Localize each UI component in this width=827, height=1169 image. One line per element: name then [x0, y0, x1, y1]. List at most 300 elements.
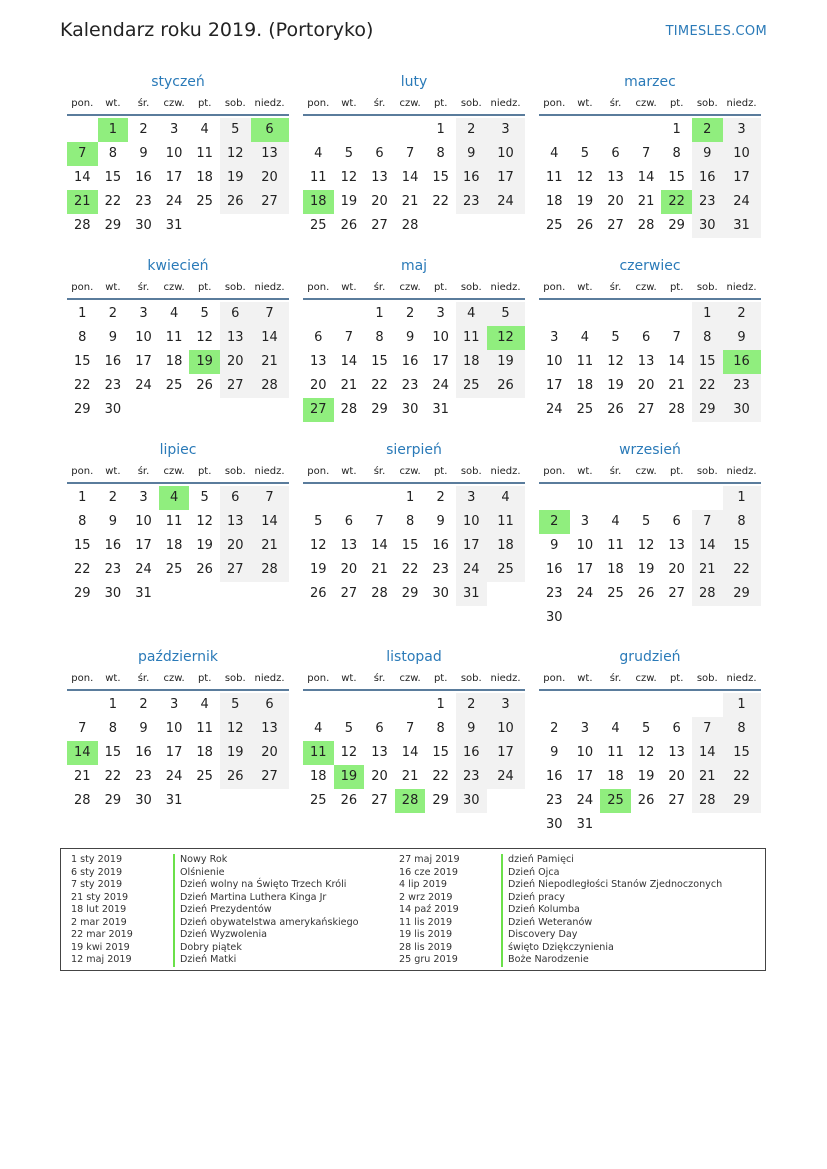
weekday-label: pt. — [669, 673, 684, 684]
day-cell: 19 — [487, 350, 525, 374]
day-cell: 3 — [487, 118, 525, 142]
empty-cell — [600, 813, 631, 837]
legend-holiday-name: Dzień Ojca — [501, 867, 722, 880]
weekday-label: niedz. — [490, 466, 521, 477]
day-cell: 7 — [692, 717, 723, 741]
day-cell: 25 — [196, 769, 213, 784]
day-cell: 11 — [576, 354, 594, 369]
day-cell: 27 — [220, 558, 251, 582]
empty-cell — [159, 582, 190, 606]
legend-dates-column — [71, 854, 133, 967]
day-cell: 2 — [550, 721, 559, 736]
day-cell: 30 — [135, 793, 152, 808]
weekday-label: sob. — [460, 466, 482, 477]
weekday-header — [539, 672, 761, 691]
day-cell: 24 — [135, 562, 152, 577]
weekday-label: wt. — [341, 98, 357, 109]
day-cell: 23 — [401, 378, 419, 393]
day-cell: 15 — [74, 354, 91, 369]
day-cell: 21 — [692, 765, 723, 789]
weekday-label: pt. — [197, 98, 212, 109]
day-cell: 13 — [251, 717, 289, 741]
day-cell: 22 — [692, 374, 723, 398]
day-cell: 4 — [611, 721, 620, 736]
legend-date: 22 mar 2019 — [71, 929, 133, 940]
day-cell: 24 — [135, 378, 152, 393]
day-cell: 30 — [456, 789, 487, 813]
day-cell: 26 — [310, 586, 327, 601]
day-cell: 20 — [251, 741, 289, 765]
day-cell: 29 — [74, 586, 91, 601]
day-cell: 14 — [401, 170, 419, 185]
day-cell: 3 — [436, 306, 445, 321]
day-cell: 15 — [74, 538, 91, 553]
day-cell: 28 — [637, 218, 655, 233]
empty-cell — [570, 302, 601, 326]
weekday-label: czw. — [399, 466, 421, 477]
empty-cell — [692, 813, 723, 837]
day-cell: 1 — [436, 697, 445, 712]
day-cell: 12 — [196, 330, 213, 345]
weekday-label: czw. — [399, 673, 421, 684]
day-cell: 29 — [723, 582, 761, 606]
empty-cell — [456, 214, 487, 238]
empty-cell — [692, 693, 723, 717]
day-cell: 26 — [576, 218, 594, 233]
day-cell: 4 — [314, 146, 323, 161]
legend-holiday-name: Dzień wolny na Święto Trzech Króli — [173, 879, 359, 892]
day-cell: 5 — [344, 146, 354, 161]
day-cell: 26 — [637, 586, 655, 601]
weekday-label: wt. — [341, 673, 357, 684]
day-cell: 29 — [104, 218, 122, 233]
day-cell: 17 — [723, 166, 761, 190]
day-cell: 30 — [432, 586, 449, 601]
weekday-label: sob. — [460, 282, 482, 293]
day-cell: 14 — [668, 354, 685, 369]
day-grid — [539, 118, 761, 238]
day-cell: 5 — [580, 146, 590, 161]
day-cell: 18 — [607, 769, 624, 784]
day-cell: 4 — [550, 146, 559, 161]
day-cell: 23 — [723, 374, 761, 398]
empty-cell — [128, 398, 159, 422]
day-cell: 10 — [723, 142, 761, 166]
day-cell: 28 — [371, 586, 388, 601]
day-cell: 22 — [401, 562, 419, 577]
day-cell: 15 — [432, 745, 449, 760]
empty-cell — [159, 398, 190, 422]
month-name: sierpień — [386, 442, 442, 458]
empty-cell — [661, 693, 692, 717]
day-cell: 24 — [546, 402, 563, 417]
weekday-label: sob. — [696, 466, 718, 477]
day-cell: 29 — [104, 793, 122, 808]
day-cell: 4 — [200, 697, 209, 712]
empty-cell — [456, 398, 487, 422]
day-grid — [303, 302, 525, 422]
day-cell: 13 — [310, 354, 327, 369]
weekday-label: śr. — [609, 466, 622, 477]
day-cell: 10 — [135, 514, 152, 529]
empty-cell — [600, 118, 631, 142]
weekday-label: pon. — [71, 98, 94, 109]
day-cell: 24 — [487, 190, 525, 214]
day-cell: 29 — [692, 398, 723, 422]
day-cell: 29 — [668, 218, 685, 233]
month-10 — [67, 648, 289, 813]
day-cell: 31 — [165, 793, 183, 808]
day-cell: 17 — [165, 170, 183, 185]
empty-cell — [67, 693, 98, 717]
legend-date: 2 mar 2019 — [71, 916, 127, 928]
weekday-label: niedz. — [254, 466, 285, 477]
weekday-label: sob. — [460, 673, 482, 684]
day-grid — [67, 302, 289, 422]
legend-holiday-name: Olśnienie — [173, 867, 359, 880]
day-cell: 6 — [220, 486, 251, 510]
day-cell: 26 — [340, 218, 358, 233]
weekday-label: pon. — [543, 98, 566, 109]
day-cell: 26 — [340, 793, 358, 808]
holiday-day-cell: 2 — [692, 118, 723, 142]
day-cell: 9 — [436, 514, 445, 529]
day-cell: 24 — [165, 194, 183, 209]
day-cell: 18 — [576, 378, 594, 393]
day-cell: 17 — [487, 166, 525, 190]
legend-date: 19 kwi 2019 — [71, 941, 130, 953]
day-cell: 3 — [580, 721, 590, 736]
weekday-label: wt. — [105, 466, 121, 477]
day-cell: 22 — [74, 562, 91, 577]
empty-cell — [220, 214, 251, 238]
day-cell: 10 — [165, 721, 183, 736]
day-cell: 30 — [104, 586, 122, 601]
day-cell: 24 — [576, 586, 594, 601]
month-6 — [539, 257, 761, 422]
weekday-label: niedz. — [726, 98, 757, 109]
day-cell: 9 — [692, 142, 723, 166]
day-cell: 14 — [251, 326, 289, 350]
day-cell: 28 — [340, 402, 358, 417]
legend-holiday-name: Dobry piątek — [173, 942, 359, 955]
weekday-header — [539, 97, 761, 116]
day-cell: 12 — [340, 745, 358, 760]
day-cell: 11 — [165, 330, 183, 345]
day-cell: 30 — [692, 214, 723, 238]
month-name: lipiec — [159, 442, 197, 458]
empty-cell — [570, 606, 601, 630]
day-cell: 6 — [220, 302, 251, 326]
day-cell: 25 — [310, 218, 327, 233]
day-cell: 21 — [401, 194, 419, 209]
day-cell: 23 — [456, 765, 487, 789]
weekday-label: pt. — [433, 466, 448, 477]
day-cell: 22 — [432, 769, 449, 784]
day-cell: 6 — [375, 146, 384, 161]
day-cell: 7 — [251, 486, 289, 510]
day-cell: 24 — [456, 558, 487, 582]
day-cell: 8 — [672, 146, 681, 161]
day-cell: 4 — [456, 302, 487, 326]
weekday-label: niedz. — [254, 673, 285, 684]
empty-cell — [303, 302, 334, 326]
day-cell: 2 — [456, 693, 487, 717]
month-name: kwiecień — [147, 258, 209, 274]
weekday-label: niedz. — [490, 673, 521, 684]
empty-cell — [334, 118, 365, 142]
day-cell: 25 — [456, 374, 487, 398]
weekday-label: pon. — [307, 673, 330, 684]
empty-cell — [539, 486, 570, 510]
weekday-label: wt. — [577, 98, 593, 109]
day-grid — [67, 693, 289, 813]
day-cell: 4 — [314, 721, 323, 736]
weekday-label: pt. — [669, 98, 684, 109]
day-cell: 31 — [432, 402, 449, 417]
weekday-label: niedz. — [726, 673, 757, 684]
day-cell: 15 — [104, 170, 122, 185]
day-cell: 2 — [139, 697, 148, 712]
day-cell: 12 — [196, 514, 213, 529]
holiday-day-cell: 28 — [395, 789, 426, 813]
weekday-header — [67, 672, 289, 691]
empty-cell — [220, 582, 251, 606]
day-cell: 19 — [220, 166, 251, 190]
weekday-header — [303, 672, 525, 691]
day-cell: 20 — [637, 378, 655, 393]
day-cell: 22 — [371, 378, 388, 393]
weekday-label: niedz. — [490, 98, 521, 109]
weekday-label: sob. — [696, 673, 718, 684]
day-cell: 19 — [576, 194, 594, 209]
day-cell: 15 — [723, 741, 761, 765]
day-cell: 15 — [668, 170, 685, 185]
weekday-label: śr. — [373, 466, 386, 477]
day-grid — [67, 118, 289, 238]
weekday-label: pon. — [543, 466, 566, 477]
day-cell: 5 — [487, 302, 525, 326]
day-cell: 27 — [668, 793, 685, 808]
day-cell: 17 — [546, 378, 563, 393]
day-cell: 27 — [220, 374, 251, 398]
day-cell: 16 — [401, 354, 419, 369]
holiday-day-cell: 4 — [159, 486, 190, 510]
day-cell: 27 — [668, 586, 685, 601]
month-12 — [539, 648, 761, 837]
day-cell: 29 — [74, 402, 91, 417]
legend-date: 4 lip 2019 — [399, 879, 448, 890]
weekday-label: pt. — [669, 282, 684, 293]
holiday-day-cell: 14 — [67, 741, 98, 765]
day-cell: 2 — [108, 490, 118, 505]
day-cell: 21 — [637, 194, 655, 209]
day-cell: 14 — [637, 170, 655, 185]
day-cell: 18 — [487, 534, 525, 558]
day-cell: 7 — [344, 330, 354, 345]
day-cell: 18 — [607, 562, 624, 577]
day-cell: 3 — [456, 486, 487, 510]
day-cell: 28 — [668, 402, 685, 417]
month-4 — [67, 257, 289, 422]
weekday-label: czw. — [163, 466, 185, 477]
day-cell: 31 — [576, 817, 594, 832]
day-cell: 22 — [723, 765, 761, 789]
empty-cell — [334, 693, 365, 717]
legend-date: 2 wrz 2019 — [399, 891, 453, 903]
month-7 — [67, 441, 289, 606]
day-cell: 9 — [456, 717, 487, 741]
empty-cell — [189, 214, 220, 238]
holiday-day-cell: 19 — [334, 765, 365, 789]
day-cell: 10 — [135, 330, 152, 345]
day-cell: 3 — [580, 514, 590, 529]
month-name: listopad — [386, 649, 442, 665]
weekday-label: sob. — [224, 98, 246, 109]
legend-date: 19 lis 2019 — [399, 929, 453, 940]
day-cell: 1 — [723, 693, 761, 717]
legend-date: 7 sty 2019 — [71, 879, 123, 890]
empty-cell — [661, 302, 692, 326]
weekday-header — [67, 465, 289, 484]
day-cell: 18 — [310, 769, 327, 784]
weekday-label: wt. — [105, 98, 121, 109]
weekday-label: niedz. — [490, 282, 521, 293]
day-cell: 29 — [371, 402, 388, 417]
holiday-day-cell: 16 — [723, 350, 761, 374]
day-cell: 23 — [692, 190, 723, 214]
day-cell: 30 — [104, 402, 122, 417]
day-cell: 21 — [74, 769, 91, 784]
day-cell: 12 — [310, 538, 327, 553]
legend-date: 1 sty 2019 — [71, 854, 123, 865]
day-cell: 23 — [456, 190, 487, 214]
day-cell: 24 — [487, 765, 525, 789]
day-cell: 23 — [546, 586, 563, 601]
weekday-label: wt. — [105, 673, 121, 684]
day-cell: 12 — [340, 170, 358, 185]
day-cell: 26 — [607, 402, 624, 417]
brand-link[interactable]: TIMESLES.COM — [665, 24, 767, 39]
empty-cell — [723, 813, 761, 837]
day-cell: 6 — [314, 330, 323, 345]
day-cell: 2 — [436, 490, 445, 505]
day-cell: 6 — [672, 514, 681, 529]
day-cell: 18 — [196, 745, 213, 760]
day-cell: 5 — [641, 514, 651, 529]
day-cell: 5 — [220, 118, 251, 142]
empty-cell — [303, 118, 334, 142]
day-cell: 18 — [456, 350, 487, 374]
day-cell: 31 — [456, 582, 487, 606]
day-cell: 7 — [375, 514, 384, 529]
legend-date: 28 lis 2019 — [399, 941, 453, 953]
weekday-header — [539, 465, 761, 484]
legend-holiday-name: Dzień pracy — [501, 892, 722, 905]
day-grid — [539, 302, 761, 422]
weekday-label: śr. — [373, 98, 386, 109]
empty-cell — [220, 398, 251, 422]
empty-cell — [539, 302, 570, 326]
day-cell: 8 — [78, 514, 87, 529]
weekday-label: śr. — [137, 673, 150, 684]
empty-cell — [251, 214, 289, 238]
empty-cell — [425, 214, 456, 238]
day-cell: 7 — [672, 330, 681, 345]
empty-cell — [251, 582, 289, 606]
legend-holiday-name: dzień Pamięci — [501, 854, 722, 867]
day-cell: 5 — [611, 330, 620, 345]
holiday-day-cell: 6 — [251, 118, 289, 142]
day-cell: 21 — [668, 378, 685, 393]
empty-cell — [600, 606, 631, 630]
day-cell: 20 — [371, 769, 388, 784]
day-cell: 28 — [692, 582, 723, 606]
day-cell: 17 — [165, 745, 183, 760]
day-cell: 26 — [487, 374, 525, 398]
weekday-label: niedz. — [726, 466, 757, 477]
weekday-label: śr. — [373, 673, 386, 684]
day-cell: 10 — [576, 745, 594, 760]
weekday-label: pon. — [543, 673, 566, 684]
weekday-label: czw. — [163, 673, 185, 684]
day-cell: 4 — [611, 514, 620, 529]
day-cell: 1 — [436, 122, 445, 137]
day-cell: 10 — [576, 538, 594, 553]
day-cell: 18 — [546, 194, 563, 209]
day-cell: 31 — [723, 214, 761, 238]
day-cell: 10 — [487, 717, 525, 741]
day-cell: 19 — [637, 562, 655, 577]
day-cell: 1 — [375, 306, 384, 321]
day-cell: 10 — [487, 142, 525, 166]
weekday-label: wt. — [577, 282, 593, 293]
day-cell: 5 — [344, 721, 354, 736]
day-cell: 8 — [108, 721, 118, 736]
day-cell: 11 — [165, 514, 183, 529]
month-5 — [303, 257, 525, 422]
empty-cell — [395, 693, 426, 717]
holiday-legend — [60, 848, 766, 971]
weekday-label: śr. — [137, 282, 150, 293]
weekday-label: sob. — [224, 466, 246, 477]
day-cell: 16 — [546, 562, 563, 577]
day-cell: 20 — [220, 350, 251, 374]
day-cell: 30 — [135, 218, 152, 233]
day-cell: 9 — [456, 142, 487, 166]
day-cell: 13 — [340, 538, 358, 553]
day-cell: 11 — [456, 326, 487, 350]
day-cell: 5 — [314, 514, 323, 529]
day-cell: 7 — [692, 510, 723, 534]
day-cell: 5 — [641, 721, 651, 736]
day-cell: 2 — [456, 118, 487, 142]
day-cell: 10 — [432, 330, 449, 345]
weekday-label: pt. — [197, 673, 212, 684]
day-cell: 17 — [135, 538, 152, 553]
day-cell: 2 — [108, 306, 118, 321]
day-cell: 8 — [108, 146, 118, 161]
legend-names-column — [501, 854, 722, 967]
day-cell: 21 — [692, 558, 723, 582]
day-cell: 11 — [607, 538, 624, 553]
day-cell: 22 — [432, 194, 449, 209]
legend-holiday-name: Dzień Weteranów — [501, 917, 722, 930]
day-cell: 4 — [487, 486, 525, 510]
day-cell: 21 — [340, 378, 358, 393]
holiday-day-cell: 25 — [600, 789, 631, 813]
weekday-label: sob. — [696, 282, 718, 293]
